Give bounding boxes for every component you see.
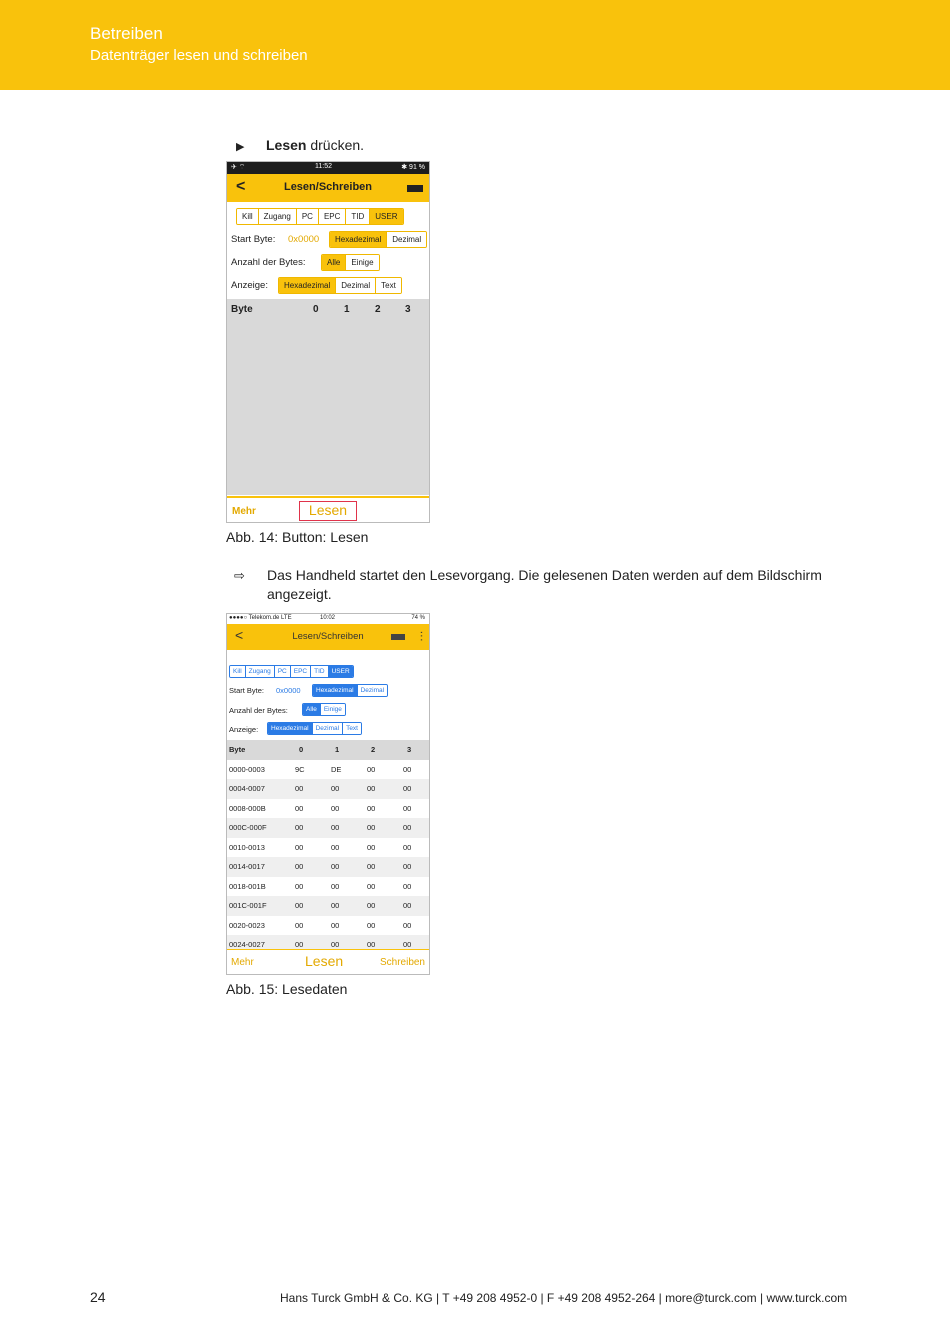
read-button[interactable]: Lesen <box>305 953 344 969</box>
bytes-count-toggle <box>321 254 380 271</box>
tab-pc[interactable]: PC <box>274 666 290 677</box>
result-paragraph <box>234 566 874 604</box>
status-left: ✈ ⌔ <box>231 164 246 171</box>
tab-pc[interactable]: PC <box>296 209 318 224</box>
back-chevron-icon[interactable]: < <box>235 627 244 643</box>
byte-2-cell: 00 <box>367 862 376 871</box>
tab-zugang[interactable]: Zugang <box>258 209 296 224</box>
byte-1-cell: 00 <box>331 784 340 793</box>
table-row <box>227 857 429 877</box>
display-label: Anzeige: <box>229 725 259 734</box>
byte-2-cell: 00 <box>367 803 376 813</box>
byte-1-cell: 00 <box>331 803 340 813</box>
table-row <box>227 760 429 780</box>
status-bar <box>227 614 429 624</box>
byte-range-cell: 0008-000B <box>229 803 266 813</box>
battery-icon <box>391 634 405 640</box>
byte-2-cell: 00 <box>367 920 376 930</box>
byte-range-cell: 0018-001B <box>229 881 266 891</box>
figure-15-caption: Abb. 15: Lesedaten <box>226 981 348 997</box>
more-button[interactable]: Mehr <box>231 957 254 968</box>
byte-range-cell: 001C-001F <box>229 901 267 910</box>
byte-0-cell: 00 <box>295 940 304 949</box>
tab-user[interactable]: USER <box>369 209 402 224</box>
col-header-byte: Byte <box>231 304 253 315</box>
byte-3-cell: 00 <box>403 901 412 910</box>
figure-14-screenshot <box>226 161 430 523</box>
start-byte-format-toggle <box>329 231 427 248</box>
byte-3-cell: 00 <box>403 823 412 832</box>
start-byte-dec-option[interactable]: Dezimal <box>357 685 387 696</box>
byte-0-cell: 00 <box>295 842 304 852</box>
display-format-toggle <box>278 277 402 294</box>
table-row <box>227 818 429 838</box>
table-row <box>227 916 429 936</box>
col-header-byte: Byte <box>229 745 246 754</box>
start-byte-input[interactable]: 0x0000 <box>288 234 320 245</box>
read-data-table <box>227 740 429 955</box>
more-button[interactable]: Mehr <box>232 506 256 517</box>
byte-1-cell: 00 <box>331 901 340 910</box>
col-header-3: 3 <box>405 304 411 315</box>
byte-range-cell: 0024-0027 <box>229 940 265 949</box>
byte-1-cell: 00 <box>331 842 340 852</box>
byte-range-cell: 0004-0007 <box>229 784 265 793</box>
byte-2-cell: 00 <box>367 901 376 910</box>
write-button[interactable]: Schreiben <box>379 957 425 968</box>
byte-0-cell: 00 <box>295 881 304 891</box>
page-number: 24 <box>90 1289 106 1305</box>
tab-epc[interactable]: EPC <box>290 666 310 677</box>
byte-0-cell: 00 <box>295 920 304 930</box>
byte-range-cell: 000C-000F <box>229 823 267 832</box>
step-rest: drücken. <box>306 137 365 153</box>
byte-range-cell: 0020-0023 <box>229 920 265 930</box>
byte-0-cell: 00 <box>295 901 304 910</box>
table-row <box>227 896 429 916</box>
col-header-2: 2 <box>371 745 376 754</box>
col-header-0: 0 <box>299 745 304 754</box>
byte-2-cell: 00 <box>367 881 376 891</box>
tab-kill[interactable]: Kill <box>237 209 258 224</box>
display-dec-option[interactable]: Dezimal <box>312 723 342 734</box>
byte-3-cell: 00 <box>403 803 412 813</box>
bytes-some-option[interactable]: Einige <box>320 704 345 715</box>
read-button-highlighted[interactable]: Lesen <box>299 501 357 521</box>
bottom-toolbar <box>227 496 429 523</box>
byte-0-cell: 00 <box>295 823 304 832</box>
byte-3-cell: 00 <box>403 862 412 871</box>
byte-0-cell: 00 <box>295 784 304 793</box>
byte-2-cell: 00 <box>367 940 376 949</box>
display-text-option[interactable]: Text <box>375 278 401 293</box>
byte-1-cell: 00 <box>331 920 340 930</box>
col-header-0: 0 <box>313 304 319 315</box>
table-row <box>227 779 429 799</box>
step-bold-word: Lesen <box>266 137 307 153</box>
memory-bank-tabs <box>236 208 404 225</box>
result-text: Das Handheld startet den Lesevorgang. Die gelesenen Daten werden auf dem Bildschirm angezeigt. <box>267 567 822 602</box>
col-header-1: 1 <box>344 304 350 315</box>
memory-bank-tabs <box>229 665 354 678</box>
byte-3-cell: 00 <box>403 784 412 793</box>
col-header-3: 3 <box>407 745 412 754</box>
nav-bar <box>227 174 429 202</box>
byte-3-cell: 00 <box>403 842 412 852</box>
step-arrow-icon: ▶ <box>236 141 245 153</box>
status-bar <box>227 162 429 174</box>
table-row <box>227 799 429 819</box>
table-header-row <box>227 740 429 760</box>
bytes-count-label: Anzahl der Bytes: <box>229 706 288 715</box>
footer-contact: Hans Turck GmbH & Co. KG | T +49 208 4952-0 | F +49 208 4952-264 | more@turck.com | www.turck.com <box>280 1291 848 1305</box>
display-label: Anzeige: <box>231 280 268 291</box>
status-time: 11:52 <box>315 163 332 170</box>
nav-title: Lesen/Schreiben <box>283 181 373 193</box>
table-row <box>227 877 429 897</box>
byte-1-cell: 00 <box>331 940 340 949</box>
nav-bar <box>227 624 429 650</box>
section-subtitle: Datenträger lesen und schreiben <box>90 47 308 64</box>
byte-1-cell: 00 <box>331 862 340 871</box>
bottom-toolbar <box>227 949 429 975</box>
byte-1-cell: 00 <box>331 881 340 891</box>
byte-3-cell: 00 <box>403 940 412 949</box>
page-header-band <box>0 0 950 90</box>
settings-sliders-icon[interactable]: ⫶ <box>419 629 423 644</box>
col-header-1: 1 <box>335 745 340 754</box>
figure-15-screenshot <box>226 613 430 975</box>
start-byte-input[interactable]: 0x0000 <box>276 686 301 695</box>
bytes-all-option[interactable]: Alle <box>322 255 345 270</box>
bytes-all-option[interactable]: Alle <box>303 704 320 715</box>
status-battery: 74 % <box>411 615 425 621</box>
figure-14-caption: Abb. 14: Button: Lesen <box>226 529 369 545</box>
display-hex-option[interactable]: Hexadezimal <box>268 723 312 734</box>
status-carrier: ●●●●○ Telekom.de LTE <box>229 615 292 621</box>
start-byte-label: Start Byte: <box>231 234 276 245</box>
result-arrow-icon: ⇨ <box>234 568 245 583</box>
tab-epc[interactable]: EPC <box>318 209 345 224</box>
bytes-some-option[interactable]: Einige <box>345 255 378 270</box>
byte-range-cell: 0010-0013 <box>229 842 265 852</box>
byte-3-cell: 00 <box>403 881 412 891</box>
start-byte-hex-option[interactable]: Hexadezimal <box>313 685 357 696</box>
byte-0-cell: 9C <box>295 764 305 774</box>
table-row <box>227 838 429 858</box>
start-byte-hex-option[interactable]: Hexadezimal <box>330 232 386 247</box>
byte-0-cell: 00 <box>295 862 304 871</box>
byte-3-cell: 00 <box>403 920 412 930</box>
byte-1-cell: DE <box>331 764 342 774</box>
tab-tid[interactable]: TID <box>310 666 327 677</box>
start-byte-dec-option[interactable]: Dezimal <box>386 232 426 247</box>
tab-kill[interactable]: Kill <box>230 666 245 677</box>
start-byte-format-toggle <box>312 684 388 697</box>
byte-1-cell: 00 <box>331 823 340 832</box>
status-battery: ✱ 91 % <box>401 164 425 171</box>
nav-title: Lesen/Schreiben <box>292 631 364 642</box>
display-dec-option[interactable]: Dezimal <box>335 278 375 293</box>
display-hex-option[interactable]: Hexadezimal <box>279 278 335 293</box>
tab-tid[interactable]: TID <box>345 209 369 224</box>
byte-3-cell: 00 <box>403 764 412 774</box>
byte-range-cell: 0014-0017 <box>229 862 265 871</box>
byte-2-cell: 00 <box>367 823 376 832</box>
tab-user[interactable]: USER <box>328 666 353 677</box>
byte-2-cell: 00 <box>367 764 376 774</box>
bytes-count-toggle <box>302 703 346 716</box>
status-time: 10:02 <box>320 615 336 621</box>
battery-icon <box>407 185 423 192</box>
back-chevron-icon[interactable]: < <box>236 178 246 195</box>
display-text-option[interactable]: Text <box>342 723 361 734</box>
instruction-step <box>236 137 364 153</box>
data-table-empty <box>227 299 429 495</box>
chapter-title: Betreiben <box>90 24 163 43</box>
byte-range-cell: 0000-0003 <box>229 764 265 774</box>
byte-2-cell: 00 <box>367 784 376 793</box>
start-byte-label: Start Byte: <box>229 686 265 695</box>
byte-2-cell: 00 <box>367 842 376 852</box>
byte-0-cell: 00 <box>295 803 304 813</box>
tab-zugang[interactable]: Zugang <box>245 666 274 677</box>
bytes-count-label: Anzahl der Bytes: <box>231 257 306 268</box>
display-format-toggle <box>267 722 362 735</box>
col-header-2: 2 <box>375 304 381 315</box>
